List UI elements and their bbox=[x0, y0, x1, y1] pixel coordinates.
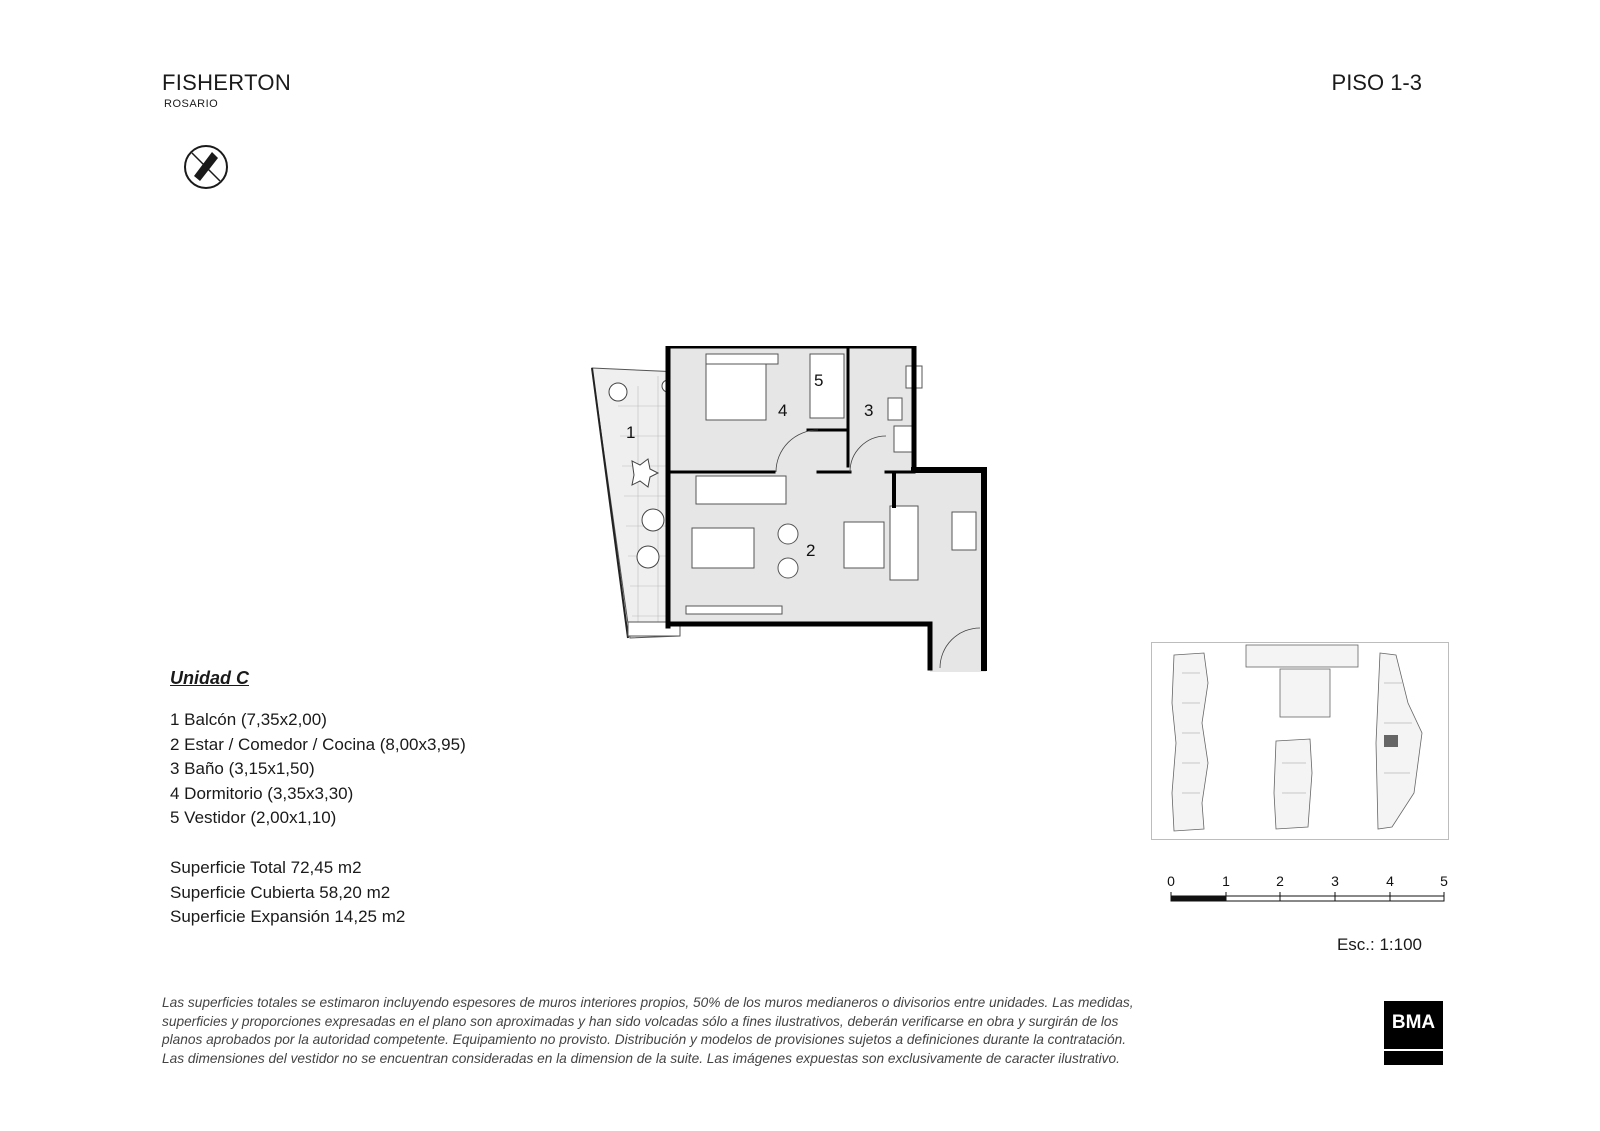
room-item: 5 Vestidor (2,00x1,10) bbox=[170, 808, 337, 827]
site-plan-key bbox=[1151, 642, 1449, 840]
floor-label: PISO 1-3 bbox=[1331, 70, 1422, 95]
scale-bar bbox=[1166, 872, 1456, 912]
scale-tick-2: 2 bbox=[1276, 873, 1284, 889]
room-number-3: 3 bbox=[864, 401, 874, 420]
unit-title: Unidad C bbox=[170, 668, 249, 688]
scale-text: Esc.: 1:100 bbox=[1336, 935, 1422, 954]
room-number-4: 4 bbox=[778, 401, 788, 420]
room-item: 1 Balcón (7,35x2,00) bbox=[170, 710, 327, 729]
scale-tick-0: 0 bbox=[1167, 873, 1175, 889]
brand-logo bbox=[1384, 1001, 1443, 1065]
disclaimer-line: Las superficies totales se estimaron incluyendo espesores de muros interiores propios, 50% de los muros medianeros o divisorios entre unidades. Las medidas, bbox=[162, 995, 1134, 1010]
room-number-1: 1 bbox=[626, 423, 636, 442]
scale-tick-1: 1 bbox=[1222, 873, 1230, 889]
brand-logo-text: BMA bbox=[1391, 1012, 1436, 1033]
scale-tick-3: 3 bbox=[1331, 873, 1339, 889]
area-item: Superficie Expansión 14,25 m2 bbox=[170, 907, 406, 926]
brand-logo-rule bbox=[1384, 1049, 1443, 1051]
room-list bbox=[170, 708, 466, 831]
unit-location-marker bbox=[1384, 735, 1398, 747]
room-number-5: 5 bbox=[814, 371, 824, 390]
room-item: 4 Dormitorio (3,35x3,30) bbox=[170, 783, 354, 803]
room-item: 3 Baño (3,15x1,50) bbox=[170, 759, 315, 778]
area-list bbox=[170, 856, 405, 930]
disclaimer-line: planos aprobados por la autoridad competente. Equipamiento no provisto. Distribución y modelos de provisiones sujetos a definiciones durante la contratación. bbox=[162, 1032, 1127, 1048]
disclaimer bbox=[162, 994, 1282, 1069]
area-item: Superficie Cubierta 58,20 m2 bbox=[170, 882, 391, 902]
room-number-2: 2 bbox=[806, 541, 816, 560]
room-item: 2 Estar / Comedor / Cocina (8,00x3,95) bbox=[170, 734, 466, 754]
disclaimer-line: superficies y proporciones expresadas en el plano son aproximadas y han sido volcadas sólo a fines ilustrativos, deberán verificarse en obra y surgirán de los bbox=[162, 1013, 1119, 1029]
disclaimer-line: Las dimensiones del vestidor no se encuentran consideradas en la dimension de la suite. Las imágenes expuestas son exclusivamente de caracter ilustrativo. bbox=[162, 1051, 1120, 1067]
project-city: ROSARIO bbox=[164, 98, 219, 110]
scale-tick-5: 5 bbox=[1440, 873, 1448, 889]
area-item: Superficie Total 72,45 m2 bbox=[170, 858, 362, 877]
project-title: FISHERTON bbox=[162, 70, 292, 95]
floor-plan bbox=[588, 346, 1018, 686]
scale-tick-4: 4 bbox=[1386, 873, 1394, 889]
north-arrow-icon bbox=[182, 143, 230, 191]
